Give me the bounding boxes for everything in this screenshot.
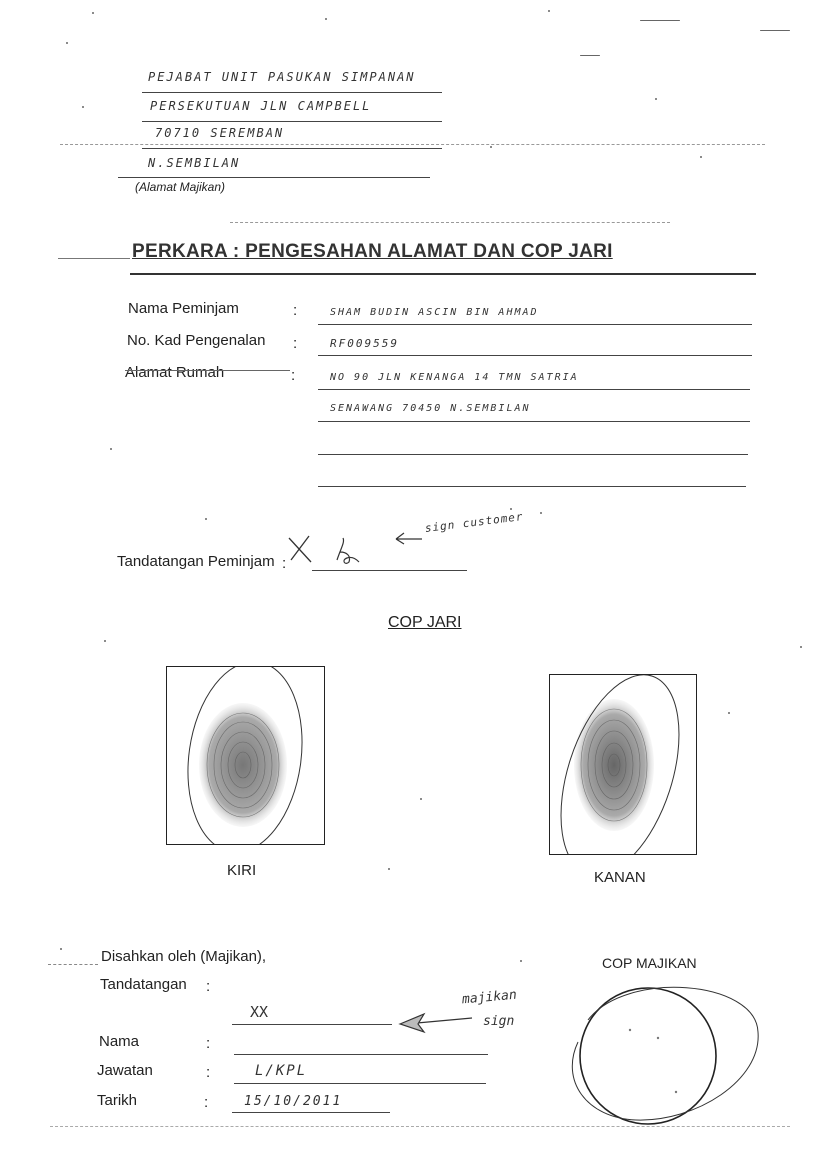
name-value: SHAM BUDIN ASCIN BIN AHMAD [330, 307, 539, 318]
verification-date-label: Tarikh [97, 1092, 138, 1109]
name-field-line [234, 1054, 488, 1055]
employer-note-line-2: sign [483, 1014, 515, 1029]
address-underline [118, 177, 430, 178]
ic-colon: : [293, 335, 298, 352]
stamp-label: COP MAJIKAN [602, 955, 697, 971]
left-fingerprint-box [166, 666, 325, 845]
scan-dash-line [60, 144, 765, 145]
address-label-strike [125, 370, 290, 371]
fingerprint-icon [167, 667, 324, 844]
position-value: L/KPL [255, 1063, 308, 1079]
address-label: Alamat Rumah [125, 364, 225, 381]
employer-address-line-4: N.SEMBILAN [148, 156, 241, 170]
address-underline [142, 148, 442, 149]
address-field-line [318, 454, 748, 455]
signature-note: sign customer [424, 509, 525, 535]
title-left-rule [58, 258, 130, 259]
left-caption: KIRI [227, 862, 257, 879]
employer-note-line-1: majikan [461, 987, 518, 1008]
date-field-line [232, 1112, 390, 1113]
arrow-icon [392, 530, 424, 546]
scan-dash-line [48, 964, 98, 965]
employer-stamp-circle-icon [566, 970, 766, 1130]
employer-address-caption: (Alamat Majikan) [135, 180, 226, 194]
employer-address-line-2: PERSEKUTUAN JLN CAMPBELL [150, 99, 372, 113]
address-field-line [318, 486, 746, 487]
signature-field-line [312, 570, 467, 571]
arrow-icon [396, 1010, 476, 1034]
name-field-line [318, 324, 752, 325]
address-field-line [318, 389, 750, 390]
verification-signature-colon: : [206, 978, 211, 995]
address-underline [142, 121, 442, 122]
ic-field-line [318, 355, 752, 356]
verification-position-colon: : [206, 1064, 211, 1081]
ic-value: RF009559 [330, 337, 399, 350]
address-underline [142, 92, 442, 93]
verification-position-label: Jawatan [97, 1062, 153, 1079]
position-field-line [234, 1083, 486, 1084]
signature-colon: : [282, 555, 287, 572]
document-title: PERKARA : PENGESAHAN ALAMAT DAN COP JARI [132, 241, 613, 262]
verification-name-label: Nama [99, 1033, 140, 1050]
signature-scribble-icon [285, 530, 375, 572]
fingerprint-title: COP JARI [388, 614, 462, 631]
address-colon: : [291, 367, 296, 384]
name-colon: : [293, 302, 298, 319]
employer-signature-mark: XX [250, 1003, 269, 1021]
date-value: 15/10/2011 [244, 1094, 343, 1109]
address-field-line [318, 421, 750, 422]
signature-field-line [232, 1024, 392, 1025]
signature-label: Tandatangan Peminjam [117, 553, 275, 570]
verification-signature-label: Tandatangan [100, 976, 187, 993]
address-line-1: NO 90 JLN KENANGA 14 TMN SATRIA [330, 372, 579, 383]
employer-address-line-1: PEJABAT UNIT PASUKAN SIMPANAN [148, 70, 416, 84]
verification-date-colon: : [204, 1094, 209, 1111]
title-rule [130, 273, 756, 275]
employer-address-line-3: 70710 SEREMBAN [155, 126, 285, 140]
verification-name-colon: : [206, 1035, 211, 1052]
right-fingerprint-box [549, 674, 697, 855]
scan-dash-line [230, 222, 670, 223]
fingerprint-icon [550, 675, 696, 854]
verification-heading: Disahkan oleh (Majikan), [101, 948, 267, 965]
address-line-2: SENAWANG 70450 N.SEMBILAN [330, 403, 531, 414]
right-caption: KANAN [594, 869, 646, 886]
ic-label: No. Kad Pengenalan [127, 332, 266, 349]
name-label: Nama Peminjam [128, 300, 239, 317]
